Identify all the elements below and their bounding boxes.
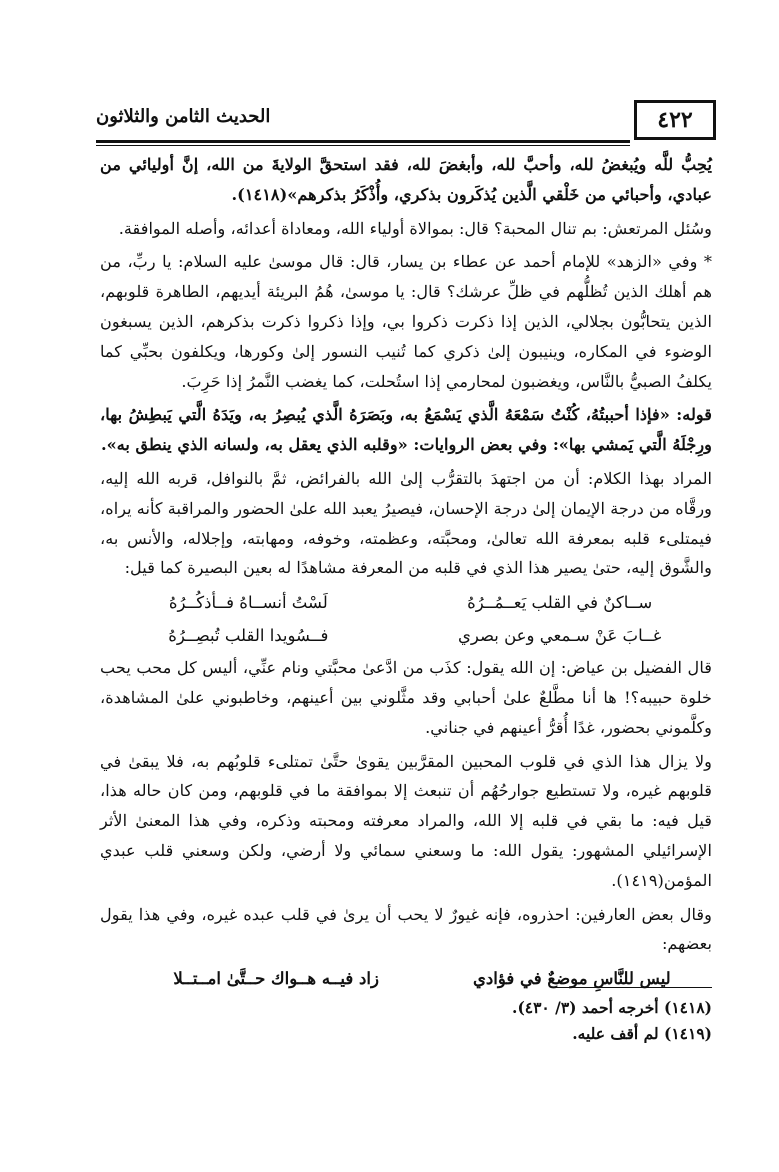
paragraph-qawluhu: قوله: «فإذا أحببتُهُ، كُنْتُ سَمْعَهُ الَّذي يَسْمَعُ به، وبَصَرَهُ الَّذي يُبصِرُ به، ويَدَهُ الَّتي يَبطِشُ بها، ورِجْلَهُ الَّتي يَمشي بها»: وفي بعض الروايات: «وقلبه الذي يعقل به، ولسانه الذي ينطق به». [100,405,712,455]
header-rule-thin [96,145,630,146]
footnotes [100,995,712,1047]
verse-1-second-hemistich: لَسْتُ أنســاهُ فــأذكُــرُهُ [168,593,328,613]
verse-2-first-hemistich: غــابَ عَنْ سـمعي وعن بصري [457,626,662,646]
verse-3-first-hemistich: ليس للنَّاسِ موضعٌ في فؤادي [472,969,671,989]
footnote-1419: (١٤١٩) لم أقف عليه. [572,1024,712,1043]
header-rule [96,140,630,143]
running-title: الحديث الثامن والثلاثون [96,106,271,127]
verse-line-3 [160,963,688,994]
footnote-rule [552,987,712,988]
paragraph-arifin: وقال بعض العارفين: احذروه، فإنه غيورٌ لا يحب أن يرىٰ في قلب عبده غيره، وفي هذا يقول بعضهم: [100,904,712,954]
page-header [96,96,716,144]
main-text [100,150,712,996]
verse-2-second-hemistich: فــسُويدا القلب تُبصِــرُهُ [168,626,329,646]
paragraph-hadith-end: يُحِبُّ للَّه ويُبغضُ لله، وأحبَّ لله، وأبغضَ لله، فقد استحقَّ الولايةَ من الله، إنَّ أوليائي من عبادي، وأحبائي من خَلْقي الَّذين يُذكَرون بذكري، وأُذْكَرُ بذكرهم»(١٤١٨). [100,155,712,204]
paragraph-muhibbin: ولا يزال هذا الذي في قلوب المحبين المقرَّبين يقوىٰ حتَّىٰ تمتلىء قلوبُهم به، فلا يبقىٰ في قلوبهم غيره، ولا تستطيع جوارحُهُم أن تنبعث إلا بموافقة ما في قلوبهم، ومن كان حاله هذا، قيل فيه: ما بقي في قلبه إلا الله، والمراد معرفته ومحبته وذكره، وفي هذا المعنىٰ الأثر الإسرائيلي المشهور: يقول الله: ما وسعني سمائي ولا أرضي، ولكن وسعني قلب عبدي المؤمن(١٤١٩). [100,751,712,890]
verse-1-first-hemistich: ســاكنٌ في القلب يَعــمُــرُهُ [467,593,653,613]
verse-line-2 [126,620,682,651]
paragraph-fudayl: قال الفضيل بن عياض: إن الله يقول: كذَب من ادَّعىٰ محبَّتي ونام عنِّي، أليس كل محب يحب خلوة حبيبه؟! ها أنا مطَّلعٌ علىٰ أحبابي وقد مثَّلوني بين أعينهم، وخاطبوني علىٰ المشاهدة، وكلَّموني بحضور، غدًا أُقرُّ أعينهم في جناني. [100,658,712,737]
verse-line-1 [126,587,682,618]
paragraph-explanation: المراد بهذا الكلام: أن من اجتهدَ بالتقرُّب إلىٰ الله بالفرائض، ثمَّ بالنوافل، قربه الله إليه، ورقَّاه من درجة الإيمان إلىٰ درجة الإحسان، فيصيرُ يعبد الله علىٰ الحضور والمراقبة كأنه يراه، فيمتلىء قلبه بمعرفة الله تعالىٰ، ومحبَّته، وعظمته، وخوفه، ومهابته، وإجلاله، والأنس به، والشَّوق إليه، حتىٰ يصير هذا الذي في قلبه من المعرفة مشاهدًا له بعين البصيرة كما قيل: [100,468,712,578]
page-number: ٤٢٢ [634,100,716,140]
paragraph-murtaish: وسُئل المرتعش: بم تنال المحبة؟ قال: بموالاة أولياء الله، ومعاداة أعدائه، وأصله الموافقة. [118,218,712,238]
paragraph-zuhd: * وفي «الزهد» للإمام أحمد عن عطاء بن يسار، قال: قال موسىٰ عليه السلام: يا ربِّ، من هم أهلك الذين تُظلُّهم في ظلِّ عرشك؟ قال: يا موسىٰ، هُمُ البريئة أيديهم، الطاهرة قلوبهم، الذين يتحابُّون بجلالي، الذين إذا ذكرت ذكروا بي، وإذا ذكروا ذكرت بذكرهم، الذين يسبغون الوضوء في المكاره، وينيبون إلىٰ ذكري كما تُنيب النسور إلىٰ وكورها، ويكلفون بحبِّي كما يكلفُ الصبيُّ بالنَّاس، ويغضبون لمحارمي إذا استُحلت، كما يغضب النَّمرُ إذا حَرِبَ. [100,252,712,391]
verse-3-second-hemistich: زاد فيــه هــواك حــتَّىٰ امــتــلا [173,969,379,989]
footnote-1418: (١٤١٨) أخرجه أحمد (٣/ ٤٣٠). [512,998,712,1017]
